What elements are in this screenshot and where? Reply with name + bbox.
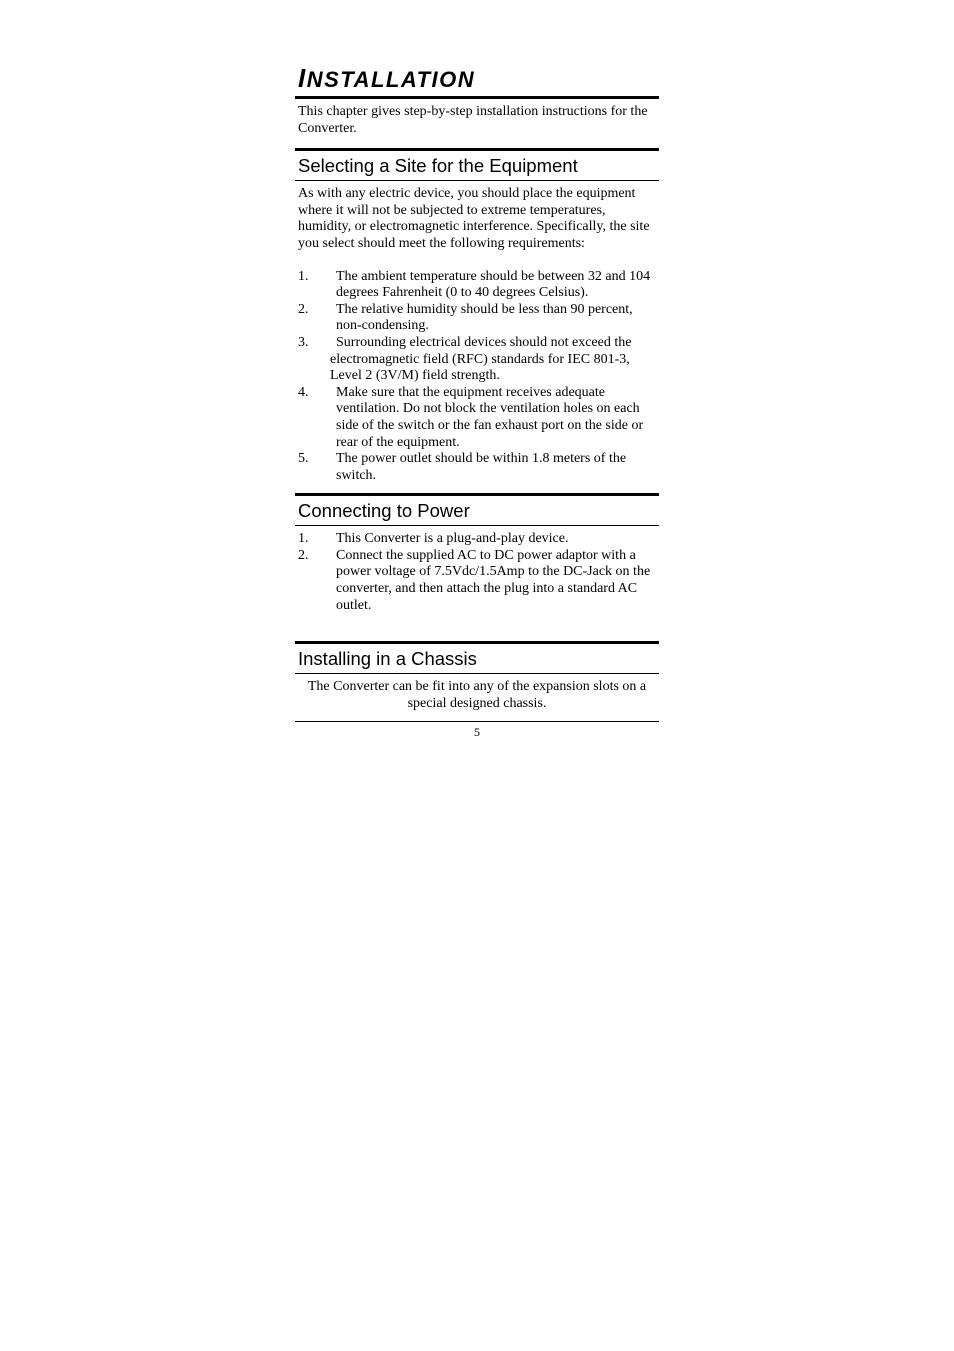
- list-item-text-continued: electromagnetic field (RFC) standards for IEC 801-3, Level 2 (3V/M) field strength.: [330, 351, 630, 384]
- list-item: [298, 451, 656, 484]
- section-heading-chassis: Installing in a Chassis: [298, 648, 477, 670]
- list-item-number: 5.: [298, 451, 309, 467]
- spacer: [295, 484, 659, 493]
- document-page: [295, 60, 659, 739]
- list-item-text: The power outlet should be within 1.8 meters of the switch.: [336, 451, 627, 483]
- list-item: [298, 531, 656, 548]
- chapter-title-rest: NSTALLATION: [306, 67, 476, 92]
- list-item-number: 1.: [298, 268, 309, 284]
- list-item-text: Surrounding electrical devices should not exceed the: [336, 334, 632, 350]
- list-item-text: This Converter is a plug-and-play device.: [336, 531, 569, 547]
- list-item-text: The ambient temperature should be between 32 and 104 degrees Fahrenheit (0 to 40 degrees Celsius).: [336, 268, 651, 301]
- site-requirements-list: [295, 269, 659, 485]
- list-item: [298, 335, 656, 385]
- list-item-text: Make sure that the equipment receives adequate ventilation. Do not block the ventilation holes on each side of the switch or the fan exhaust port on the side or rear of the equipment.: [336, 384, 644, 450]
- section-heading-rule: [295, 525, 659, 526]
- page-number: 5: [474, 725, 480, 740]
- list-item: [298, 269, 656, 302]
- list-item-number: 3.: [298, 334, 309, 350]
- list-item-text: The relative humidity should be less than 90 percent, non-condensing.: [336, 301, 633, 334]
- chapter-title-initial: I: [298, 63, 307, 93]
- list-item-number: 1.: [298, 531, 309, 547]
- section-heading-power: Connecting to Power: [298, 500, 470, 522]
- list-item-number: 2.: [298, 301, 309, 317]
- power-steps-list: [295, 531, 659, 614]
- list-item-number: 4.: [298, 384, 309, 400]
- list-item-text: Connect the supplied AC to DC power adaptor with a power voltage of 7.5Vdc/1.5Amp to the DC-Jack on the converter, and then attach the plug into a standard AC outlet.: [336, 547, 651, 613]
- chapter-title: [298, 60, 659, 96]
- chapter-intro: This chapter gives step-by-step installation instructions for the Converter.: [298, 104, 648, 136]
- spacer: [295, 614, 659, 641]
- list-item: [298, 302, 656, 335]
- site-intro-paragraph: As with any electric device, you should place the equipment where it will not be subjected to extreme temperatures, humidity, or electromagnetic interference. Specifically, the site you select should meet the following requirements:: [298, 186, 650, 251]
- chassis-paragraph: The Converter can be fit into any of the expansion slots on a special designed chassis.: [307, 679, 647, 711]
- list-item-number: 2.: [298, 547, 309, 563]
- list-item: [298, 385, 656, 451]
- list-item: [298, 548, 656, 614]
- section-heading-site: Selecting a Site for the Equipment: [298, 155, 578, 177]
